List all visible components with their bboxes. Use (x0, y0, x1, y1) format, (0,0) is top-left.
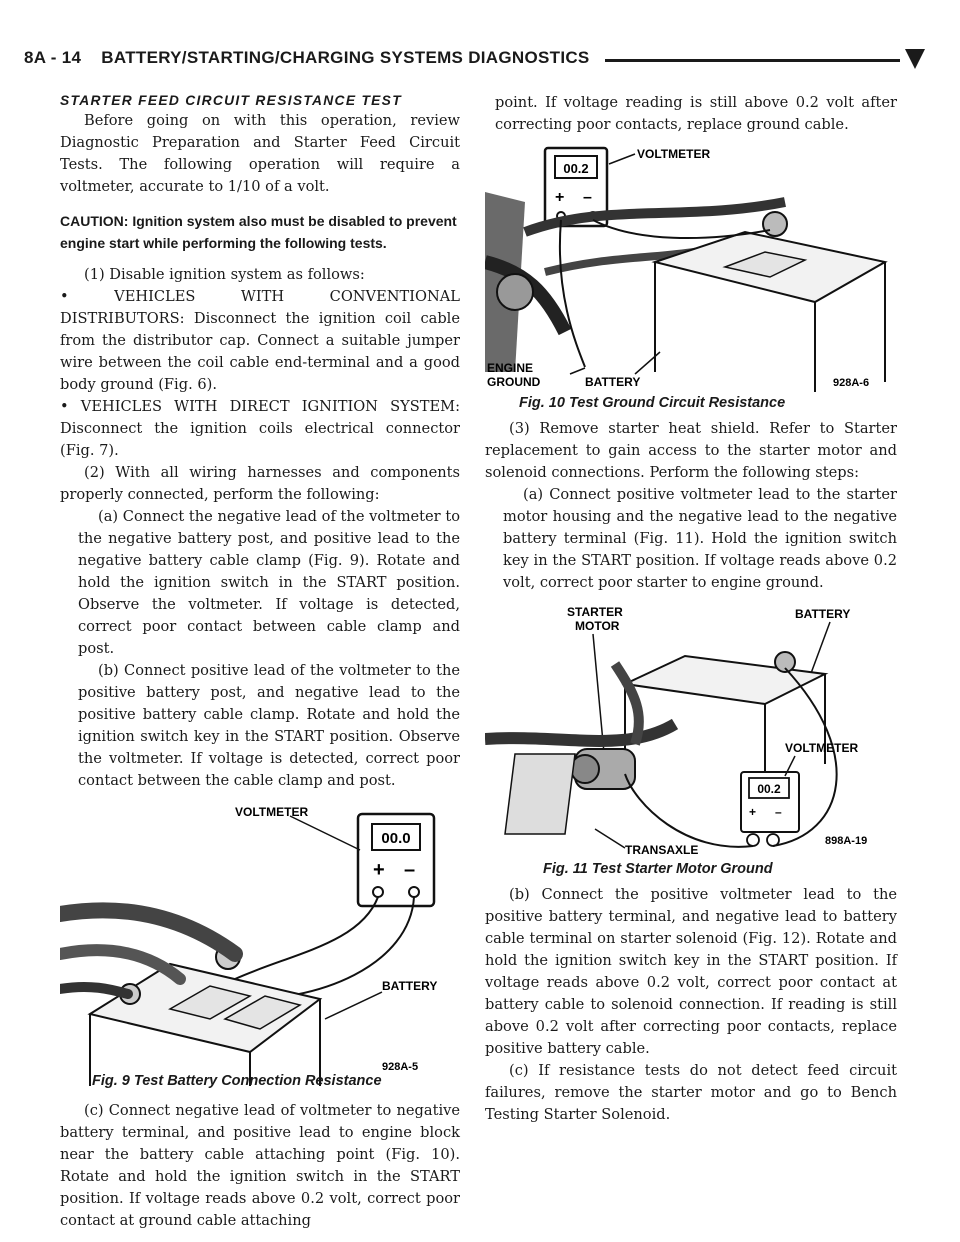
paragraph-step-2c: (c) Connect negative lead of voltmeter to negative battery terminal, and positive lead to engine block near the battery cable attaching point (Fig. 10). Rotate and hold the ignition switch in the START position. If voltage reads above 0.2 volt, correct poor contact at ground cable attaching (60, 1102, 460, 1229)
svg-text:+: + (749, 805, 757, 819)
caution-note: CAUTION: Ignition system also must be disabled to prevent engine start while performing the following tests. (60, 213, 457, 251)
fig9-voltmeter-label: VOLTMETER (235, 805, 309, 819)
paragraph-distributor-vehicles: • VEHICLES WITH CONVENTIONAL DISTRIBUTORS: Disconnect the ignition coil cable from the distributor cap. Connect a suitable jumper wire between the coil cable end-terminal and a good body ground (Fig. 6). (60, 288, 460, 393)
page-header-title: 8A - 14 BATTERY/STARTING/CHARGING SYSTEMS DIAGNOSTICS (24, 48, 590, 67)
figure-10-caption: Fig. 10 Test Ground Circuit Resistance (519, 395, 786, 411)
paragraph-step-3b: (b) Connect the positive voltmeter lead to the positive battery terminal, and negative lead to battery cable terminal on starter solenoid (Fig. 12). Rotate and hold the ignition switch key in the START position. If voltage reads above 0.2 volt, correct poor contact at battery cable to solenoid connection. If reading is still above 0.2 volt after correcting poor contacts, replace positive battery cable. (485, 886, 897, 1057)
figure-10 (485, 142, 897, 412)
figure-9-illustration (60, 804, 460, 1086)
fig9-display: 00.0 (381, 830, 411, 847)
figure-9-caption: Fig. 9 Test Battery Connection Resistance (92, 1073, 382, 1089)
header-rule (605, 59, 900, 62)
fig11-starter-label: STARTER MOTOR (567, 605, 623, 633)
paragraph-continued: point. If voltage reading is still above 0.2 volt after correcting poor contacts, replace ground cable. (495, 94, 897, 133)
right-column (485, 92, 897, 1126)
fig10-battery-label: BATTERY (585, 375, 641, 389)
fig9-battery-label: BATTERY (382, 979, 438, 993)
figure-9 (60, 804, 460, 1089)
battery-icon (90, 945, 320, 1086)
paragraph-step-2a: (a) Connect the negative lead of the voltmeter to the negative battery post, and positive lead to the negative battery cable clamp (Fig. 9). Rotate and hold the ignition switch in the START position. Observe the voltmeter. If voltage is detected, correct poor contact between cable clamp and post. (78, 508, 460, 657)
fig11-display: 00.2 (757, 782, 781, 796)
voltmeter-icon (358, 814, 434, 906)
starter-motor-icon (571, 749, 635, 789)
figure-10-illustration (485, 142, 897, 392)
paragraph-step-2b: (b) Connect positive lead of the voltmeter to the positive battery post, and negative lead to the positive battery cable clamp. Rotate and hold the ignition switch key in the START position. Observe the voltmeter. If voltage is detected, correct poor contact between the cable clamp and post. (78, 662, 460, 789)
left-column (60, 92, 460, 1232)
paragraph-intro: Before going on with this operation, review Diagnostic Preparation and Starter Feed Circuit Tests. The following operation will require a voltmeter, accurate to 1/10 of a volt. (60, 112, 460, 195)
svg-text:–: – (404, 859, 416, 881)
paragraph-direct-ignition-vehicles: • VEHICLES WITH DIRECT IGNITION SYSTEM: Disconnect the ignition coils electrical connector (Fig. 7). (60, 398, 460, 459)
paragraph-step-1: (1) Disable ignition system as follows: (84, 266, 365, 283)
fig10-code: 928A-6 (833, 377, 870, 389)
fig10-voltmeter-label: VOLTMETER (637, 147, 711, 161)
fig11-code: 898A-19 (825, 835, 868, 847)
fig11-transaxle-label: TRANSAXLE (625, 843, 699, 857)
fig11-voltmeter-label: VOLTMETER (785, 741, 859, 755)
header-triangle-icon (905, 49, 925, 69)
paragraph-step-2: (2) With all wiring harnesses and components properly connected, perform the following: (60, 464, 460, 503)
figure-11-illustration (485, 604, 897, 859)
fig10-engine-label: ENGINE GROUND (487, 361, 541, 389)
fig10-display: 00.2 (563, 161, 589, 176)
svg-text:+: + (373, 859, 385, 881)
figure-11-caption: Fig. 11 Test Starter Motor Ground (543, 861, 773, 877)
voltmeter-icon (741, 772, 799, 846)
page-header (10, 36, 945, 76)
svg-text:+: + (555, 189, 565, 206)
figure-11 (485, 604, 897, 876)
paragraph-step-3a: (a) Connect positive voltmeter lead to the starter motor housing and the negative lead to the negative battery terminal (Fig. 11). Hold the ignition switch key in the START position. If voltage reads above 0.2 volt, correct poor starter to engine ground. (503, 486, 897, 591)
paragraph-step-3c: (c) If resistance tests do not detect feed circuit failures, remove the starter motor and go to Bench Testing Starter Solenoid. (485, 1062, 897, 1123)
svg-text:–: – (583, 189, 592, 206)
section-title: STARTER FEED CIRCUIT RESISTANCE TEST (60, 93, 402, 108)
fig11-battery-label: BATTERY (795, 607, 851, 621)
paragraph-step-3: (3) Remove starter heat shield. Refer to Starter replacement to gain access to the starter motor and solenoid connections. Perform the following steps: (485, 420, 897, 481)
svg-text:–: – (775, 805, 782, 819)
fig9-code: 928A-5 (382, 1061, 419, 1073)
